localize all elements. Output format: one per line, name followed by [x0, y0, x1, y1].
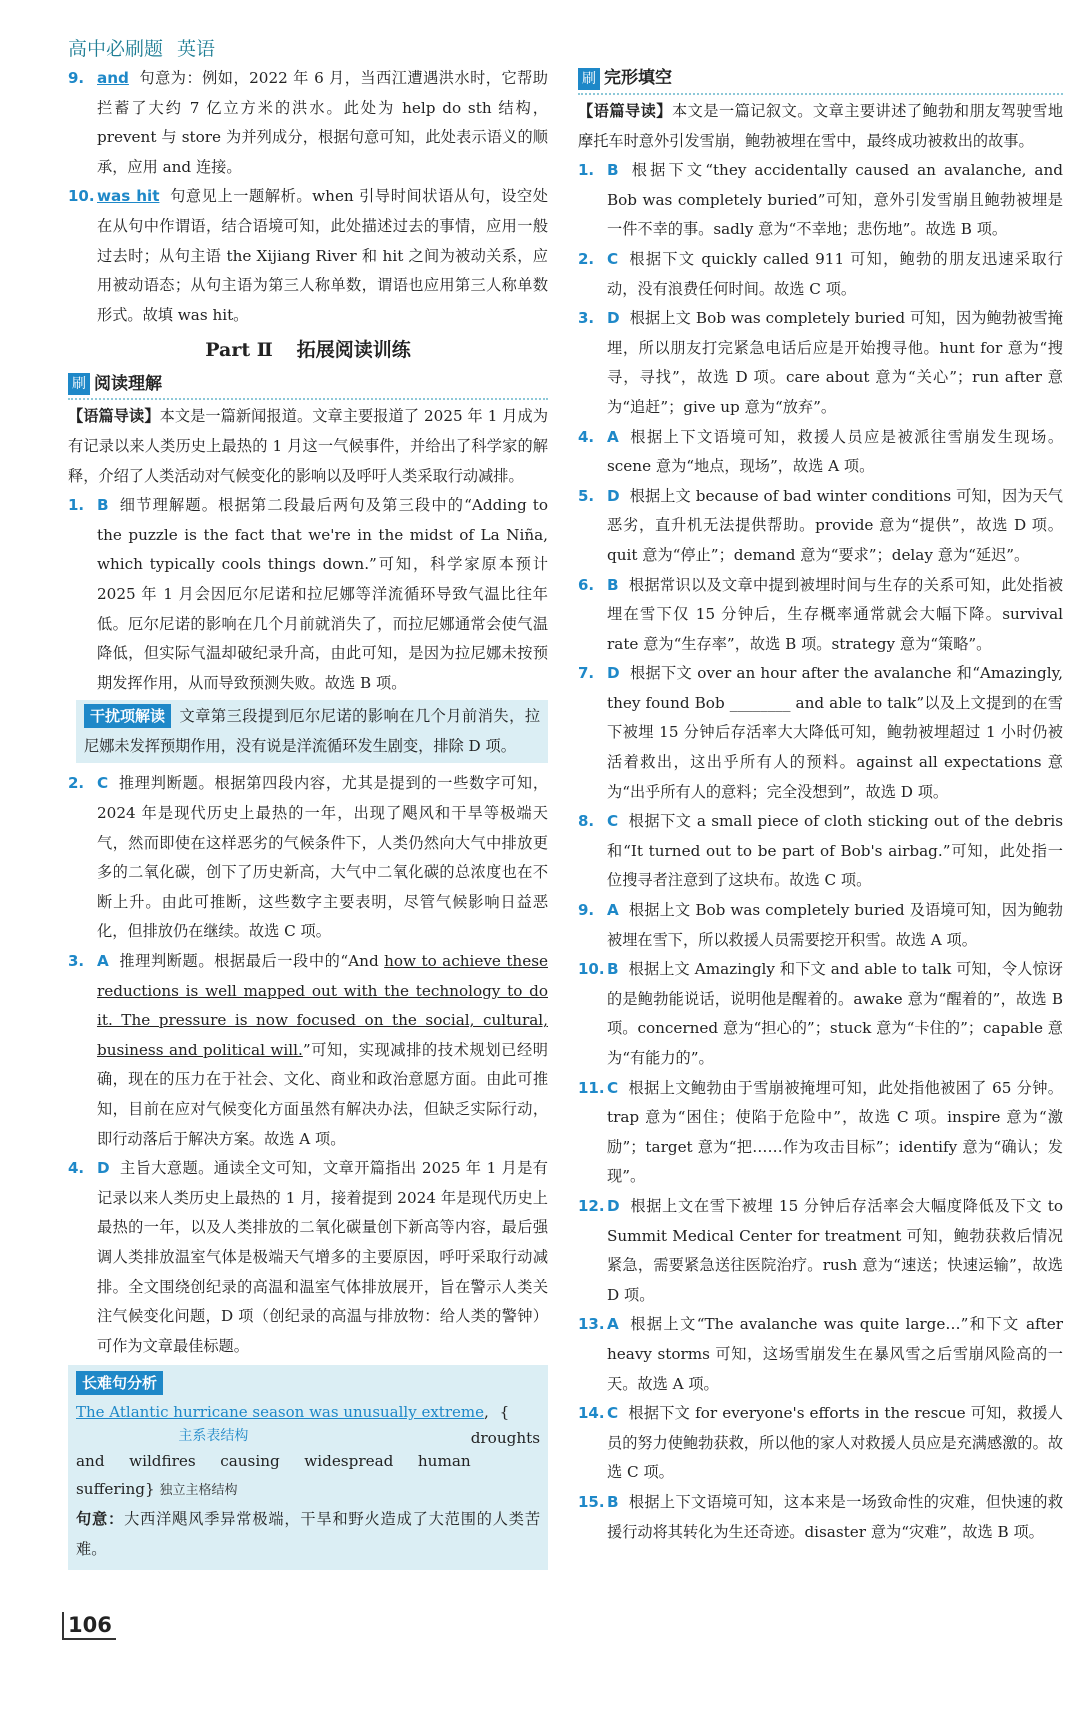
brace-close-icon: }: [144, 1479, 155, 1498]
running-header: [68, 34, 229, 61]
item-answer: C: [607, 1404, 619, 1423]
item-explanation: 根据下文 for everyone's efforts in the rescue 可知，救援人员的努力使鲍勃获救，所以他的家人对救援人员应是充满感激的。故选 C 项。: [607, 1404, 1063, 1482]
item-explanation: 根据上下文语境可知，救援人员应是被派往雪崩发生现场。scene 意为“地点，现场”，故选 A 项。: [607, 427, 1063, 476]
box-tag: 长难句分析: [76, 1371, 163, 1395]
item-explanation: 根据下文 over an hour after the avalanche 和“Amazingly, they found Bob ________ and able to talk”以及上文提到的在雪下被埋 15 分钟后存活率大大降低可知，鲍勃被埋超过 1 小时仍被活着救出，这出乎所有人的预料。against all expectations 意为“出乎所有人的意料；完全没想到”，故选 D 项。: [607, 664, 1063, 801]
item-answer: D: [607, 309, 620, 328]
item-number: 10.: [68, 187, 95, 206]
item-answer: C: [607, 249, 619, 268]
item-answer: A: [97, 952, 109, 971]
item-explanation: 细节理解题。根据第二段最后两句及第三段中的“Adding to the puzzle is the fact that we're in the midst of La Niña, which typically cools things down.”可知，科学家原本预计 2025 年 1 月会因厄尔尼诺和拉尼娜等洋流循环导致气温比往年低。厄尔尼诺的影响在几个月前就消失了，而拉尼娜通常会使气温降低，但实际气温却破纪录升高，由此可知，是因为拉尼娜未按预期发挥作用，从而导致预测失败。故选 B 项。: [97, 496, 548, 692]
right-column: [578, 64, 1063, 1547]
guide-label: 【语篇导读】: [578, 102, 672, 120]
cloze-item: [578, 807, 1063, 896]
section-heading-cloze: [578, 65, 1063, 95]
item-answer: was hit: [97, 187, 160, 206]
item-explanation: 根据常识以及文章中提到被埋时间与生存的关系可知，此处指被埋在雪下仅 15 分钟后，生存概率通常就会大幅下降。survival rate 意为“生存率”，故选 B 项。strategy 意为“策略”。: [607, 575, 1063, 653]
page-number: 106: [62, 1612, 116, 1640]
part-number: Part Ⅱ: [205, 339, 273, 362]
cloze-item: [578, 423, 1063, 482]
item-explanation: 根据上文“The avalanche was quite large…”和下文 after heavy storms 可知，这场雪崩发生在暴风雪之后雪崩风险高的一天。故选 A 项。: [607, 1315, 1063, 1393]
item-explanation: 根据下文 a small piece of cloth sticking out of the debris 和“It turned out to be part of Bob's airbag.”可知，此处指一位搜寻者注意到了这块布。故选 C 项。: [607, 812, 1063, 890]
cloze-item: [578, 245, 1063, 304]
box-tag: 干扰项解读: [84, 704, 171, 728]
item-answer: C: [97, 774, 109, 793]
item-answer: A: [607, 1315, 619, 1334]
brush-icon: 刷: [68, 373, 90, 395]
item-explanation: 根据上文 because of bad winter conditions 可知，因为天气恶劣，直升机无法提供帮助。provide 意为“提供”，故选 D 项。quit 意为“停止”；demand 意为“要求”；delay 意为“延迟”。: [607, 486, 1063, 564]
part-title: 拓展阅读训练: [296, 339, 411, 362]
subject-label: 英语: [177, 38, 216, 60]
analysis-sentence-1: The Atlantic hurricane season was unusually extreme: [76, 1402, 484, 1421]
cloze-item: [578, 1488, 1063, 1547]
item-answer: C: [607, 812, 619, 831]
item-explanation: 根据上下文语境可知，这本来是一场致命性的灾难，但快速的救援行动将其转化为生还奇迹。disaster 意为“灾难”，故选 B 项。: [607, 1492, 1063, 1541]
brace-icon: {: [499, 1402, 510, 1421]
item-explanation: 根据下文“they accidentally caused an avalanche, and Bob was completely buried”可知，意外引发雪崩且鲍勃被埋是一件不幸的事。sadly 意为“不幸地；悲伤地”。故选 B 项。: [607, 161, 1063, 239]
item-answer: B: [607, 161, 619, 180]
cloze-item: [578, 156, 1063, 245]
cloze-item: [578, 1310, 1063, 1399]
item-explanation: 根据上文 Bob was completely buried 及语境可知，因为鲍勃被埋在雪下，所以救援人员需要挖开积雪。故选 A 项。: [607, 901, 1063, 949]
item-answer: and: [97, 69, 129, 87]
section-title: 完形填空: [604, 68, 672, 89]
translation-text: 大西洋飓风季异常极端，干旱和野火造成了大范围的人类苦难。: [76, 1509, 541, 1558]
answer-item-10: [68, 182, 548, 330]
item-number: 2.: [68, 774, 85, 793]
item-number: 1.: [578, 161, 595, 180]
item-number: 4.: [578, 427, 595, 446]
cloze-item: [578, 955, 1063, 1073]
item-answer: D: [607, 486, 620, 505]
item-number: 3.: [578, 309, 595, 328]
item-answer: A: [607, 427, 619, 446]
analysis-sentence-2: and wildfires causing widespread human suffering: [76, 1451, 471, 1498]
item-explanation: 根据上文 Bob was completely buried 可知，因为鲍勃被雪掩埋，所以朋友打完紧急电话后应是开始搜寻他。hunt for 意为“搜寻，寻找”，故选 D 项。care about 意为“关心”；run after 意为“追赶”；give up 意为“放弃”。: [607, 309, 1063, 416]
item-number: 5.: [578, 486, 595, 505]
cloze-item: [578, 304, 1063, 422]
item-number: 3.: [68, 952, 85, 971]
item-answer: B: [607, 1492, 619, 1511]
analysis-note-1: 主系表结构: [178, 1427, 249, 1444]
item-number: 13.: [578, 1315, 605, 1334]
guide-text: 本文是一篇记叙文。文章主要讲述了鲍勃和朋友驾驶雪地摩托车时意外引发雪崩，鲍勃被埋在雪中，最终成功被救出的故事。: [578, 102, 1064, 150]
item-number: 8.: [578, 812, 595, 831]
sentence-analysis-box: [68, 1365, 548, 1570]
cloze-item: [578, 571, 1063, 660]
item-answer: D: [97, 1159, 110, 1178]
item-number: 2.: [578, 249, 595, 268]
item-answer: B: [607, 960, 619, 979]
item-number: 10.: [578, 960, 605, 979]
item-answer: D: [607, 664, 620, 683]
item-explanation: 根据上文在雪下被埋 15 分钟后存活率会大幅度降低及下文 to Summit Medical Center for treatment 可知，鲍勃获救后情况紧急，需要紧急送往医院治疗。rush 意为“速送；快速运输”，故选 D 项。: [607, 1196, 1063, 1304]
item-number: 7.: [578, 664, 595, 683]
item-number: 6.: [578, 575, 595, 594]
item-number: 4.: [68, 1159, 85, 1178]
cloze-item: [578, 1192, 1063, 1310]
item-explanation-a: 推理判断题。根据最后一段中的“And: [118, 952, 385, 971]
cloze-item: [578, 482, 1063, 571]
comma: ,: [483, 1402, 489, 1421]
item-answer: C: [607, 1078, 619, 1097]
item-answer: B: [97, 496, 109, 515]
reading-item-2: [68, 769, 548, 947]
item-explanation: 根据上文鲍勃由于雪崩被掩埋可知，此处指他被困了 65 分钟。trap 意为“困住；使陷于危险中”，故选 C 项。inspire 意为“激励”；target 意为“把……作为攻击目标”；identify 意为“确认；发现”。: [607, 1078, 1063, 1186]
item-explanation: 根据下文 quickly called 911 可知，鲍勃的朋友迅速采取行动，没有浪费任何时间。故选 C 项。: [607, 249, 1063, 298]
item-number: 14.: [578, 1404, 605, 1423]
answer-item-9: [68, 64, 548, 182]
passage-guide: [578, 97, 1063, 156]
box-text: 文章第三段提到厄尔尼诺的影响在几个月前消失，拉尼娜未发挥预期作用，没有说是洋流循环发生剧变，排除 D 项。: [84, 707, 540, 755]
left-column: [68, 64, 548, 1570]
item-explanation: 主旨大意题。通读全文可知，文章开篇指出 2025 年 1 月是有记录以来人类历史上最热的 1 月，接着提到 2024 年是现代历史上最热的一年，以及人类排放的二氧化碳量创下新高等内容，最后强调人类排放温室气体是极端天气增多的主要原因，呼吁采取行动减排。全文围绕创纪录的高温和温室气体排放展开，旨在警示人类关注气候变化问题，D 项（创纪录的高温与排放物：给人类的警钟）可作为文章最佳标题。: [97, 1159, 548, 1355]
guide-label: 【语篇导读】: [68, 407, 160, 426]
distractor-analysis-box: [76, 700, 548, 763]
item-explanation: 句意见上一题解析。when 引导时间状语从句，设空处在从句中作谓语，结合语境可知，此处描述过去的事情，应用一般过去时；从句主语 the Xijiang River 和 hit 之间为被动关系，应用被动语态；从句主语为第三人称单数，谓语也应用第三人称单数形式。故填 was hit。: [97, 187, 548, 324]
item-answer: A: [607, 901, 619, 920]
book-title: 高中必刷题: [68, 38, 164, 60]
section-title: 阅读理解: [94, 373, 162, 394]
item-explanation: 根据上文 Amazingly 和下文 and able to talk 可知，令人惊讶的是鲍勃能说话，说明他是醒着的。awake 意为“醒着的”，故选 B 项。concerned 意为“担心的”；stuck 意为“卡住的”；capable 意为“有能力的”。: [607, 960, 1063, 1067]
brush-icon: 刷: [578, 68, 600, 90]
item-answer: D: [607, 1196, 620, 1215]
cloze-item: [578, 1399, 1063, 1488]
analysis-translation: [76, 1505, 540, 1564]
translation-label: 句意：: [76, 1509, 125, 1528]
item-number: 11.: [578, 1078, 605, 1097]
part-heading: [68, 331, 548, 369]
reading-item-3: [68, 947, 548, 1154]
analysis-tail-1: droughts: [470, 1428, 540, 1447]
underlined-quote: how to achieve these reductions is well mapped out with the technology to do it. The pressure is now focused on the social, cultural, business and political will.: [97, 952, 548, 1059]
item-answer: B: [607, 575, 619, 594]
item-explanation-b: ”可知，实现减排的技术规划已经明确，现在的压力在于社会、文化、商业和政治意愿方面。由此可推知，目前在应对气候变化方面虽然有解决办法，但缺乏实际行动，即行动落后于解决方案。故选 A 项。: [97, 1040, 548, 1148]
item-number: 9.: [578, 901, 595, 920]
section-heading-reading: [68, 370, 548, 400]
item-explanation: 推理判断题。根据第四段内容，尤其是提到的一些数字可知，2024 年是现代历史上最热的一年，出现了飓风和干旱等极端天气，然而即使在这样恶劣的气候条件下，人类仍然向大气中排放更多的二氧化碳，创下了历史新高，大气中二氧化碳的总浓度也在不断上升。由此可推断，这些数字主要表明，尽管气候影响日益恶化，但排放仍在继续。故选 C 项。: [97, 774, 548, 941]
passage-guide: [68, 402, 548, 491]
cloze-item: [578, 1074, 1063, 1192]
item-number: 9.: [68, 69, 85, 87]
guide-text: 本文是一篇新闻报道。文章主要报道了 2025 年 1 月成为有记录以来人类历史上最热的 1 月这一气候事件，并给出了科学家的解释，介绍了人类活动对气候变化的影响以及呼吁人类采取行动减排。: [68, 407, 549, 485]
cloze-item: [578, 896, 1063, 955]
cloze-item: [578, 659, 1063, 807]
item-number: 15.: [578, 1492, 605, 1511]
reading-item-4: [68, 1154, 548, 1361]
item-explanation: 句意为：例如，2022 年 6 月，当西江遭遇洪水时，它帮助拦蓄了大约 7 亿立方米的洪水。此处为 help do sth 结构，prevent 与 store 为并列成分，根据句意可知，此处表示语义的顺承，应用 and 连接。: [97, 69, 548, 176]
reading-item-1: [68, 491, 548, 698]
item-number: 12.: [578, 1196, 605, 1215]
item-number: 1.: [68, 496, 85, 515]
analysis-note-2: 独立主格结构: [159, 1482, 238, 1498]
